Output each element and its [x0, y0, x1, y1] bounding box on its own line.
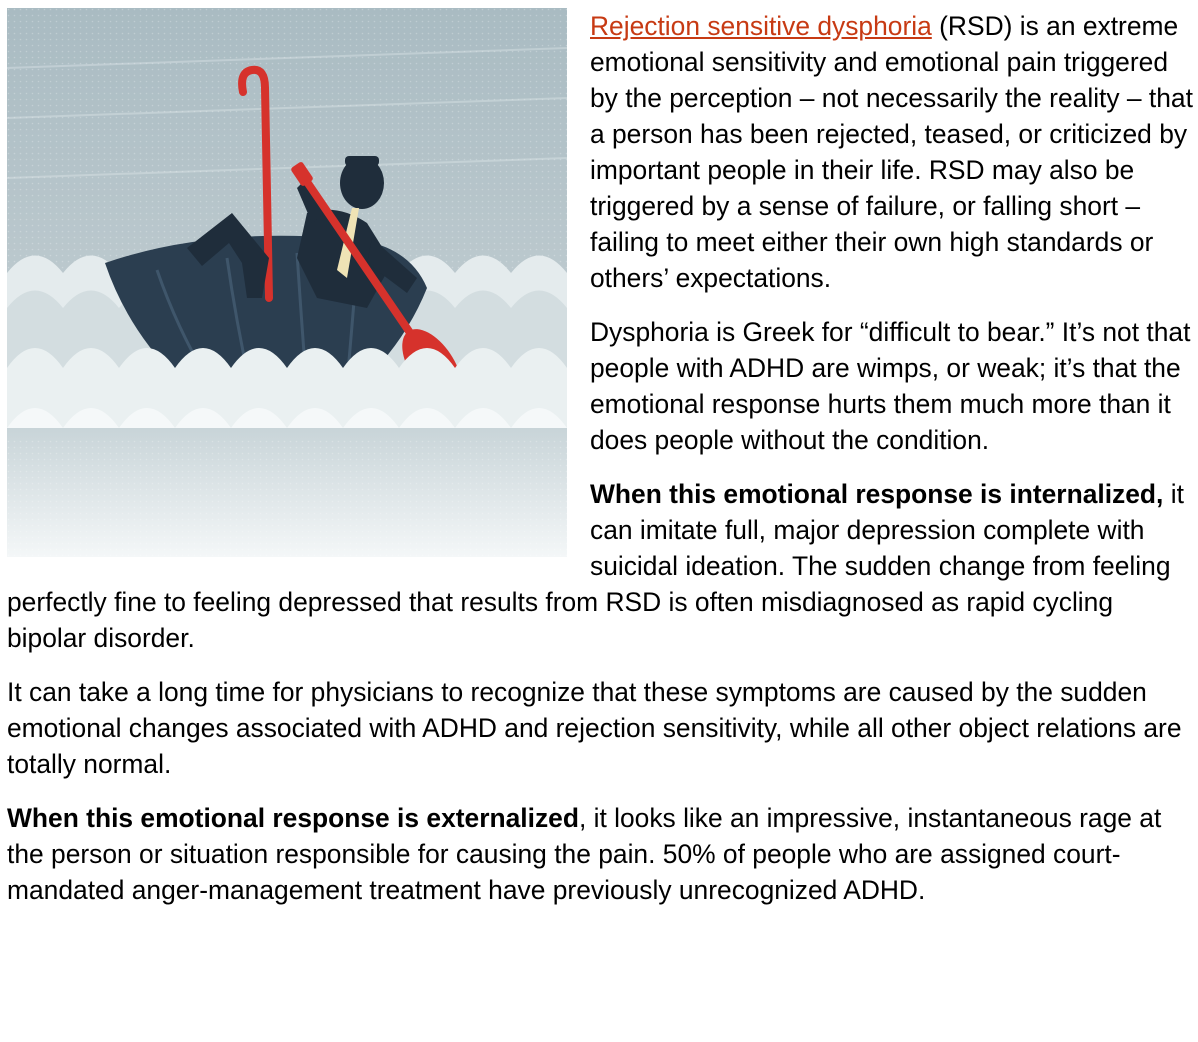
paragraph-physicians	[7, 674, 1198, 782]
paragraph-physicians-text: It can take a long time for physicians to recognize that these symptoms are caused by the sudden emotional changes associated with ADHD and rejection sensitivity, while all other object relations are totally normal.	[7, 677, 1182, 779]
externalized-heading: When this emotional response is externalized	[7, 803, 579, 833]
paragraph-externalized	[7, 800, 1198, 908]
paragraph-rsd-definition-text: (RSD) is an extreme emotional sensitivity and emotional pain triggered by the perception – not necessarily the reality – that a person has been rejected, teased, or criticized by important people in their life. RSD may also be triggered by a sense of failure, or falling short – failing to meet either their own high standards or others’ expectations.	[590, 11, 1193, 293]
internalized-heading: When this emotional response is internalized,	[590, 479, 1164, 509]
paragraph-internalized-text: it can imitate full, major depression complete with suicidal ideation. The sudden change from feeling perfectly fine to feeling depressed that results from RSD is often misdiagnosed as rapid cycling bipolar disorder.	[7, 479, 1184, 653]
paragraph-externalized-text: , it looks like an impressive, instantaneous rage at the person or situation responsible for causing the pain. 50% of people who are assigned court-mandated anger-management treatment have previously unrecognized ADHD.	[7, 803, 1162, 905]
article	[7, 8, 1198, 926]
paragraph-dysphoria-meaning-text: Dysphoria is Greek for “difficult to bear.” It’s not that people with ADHD are wimps, or weak; it’s that the emotional response hurts them much more than it does people without the condition.	[590, 317, 1191, 455]
illustration-figure	[7, 8, 567, 557]
waves-front	[7, 348, 567, 557]
rsd-link[interactable]: Rejection sensitive dysphoria	[590, 11, 932, 41]
umbrella-boat-illustration	[7, 8, 567, 557]
